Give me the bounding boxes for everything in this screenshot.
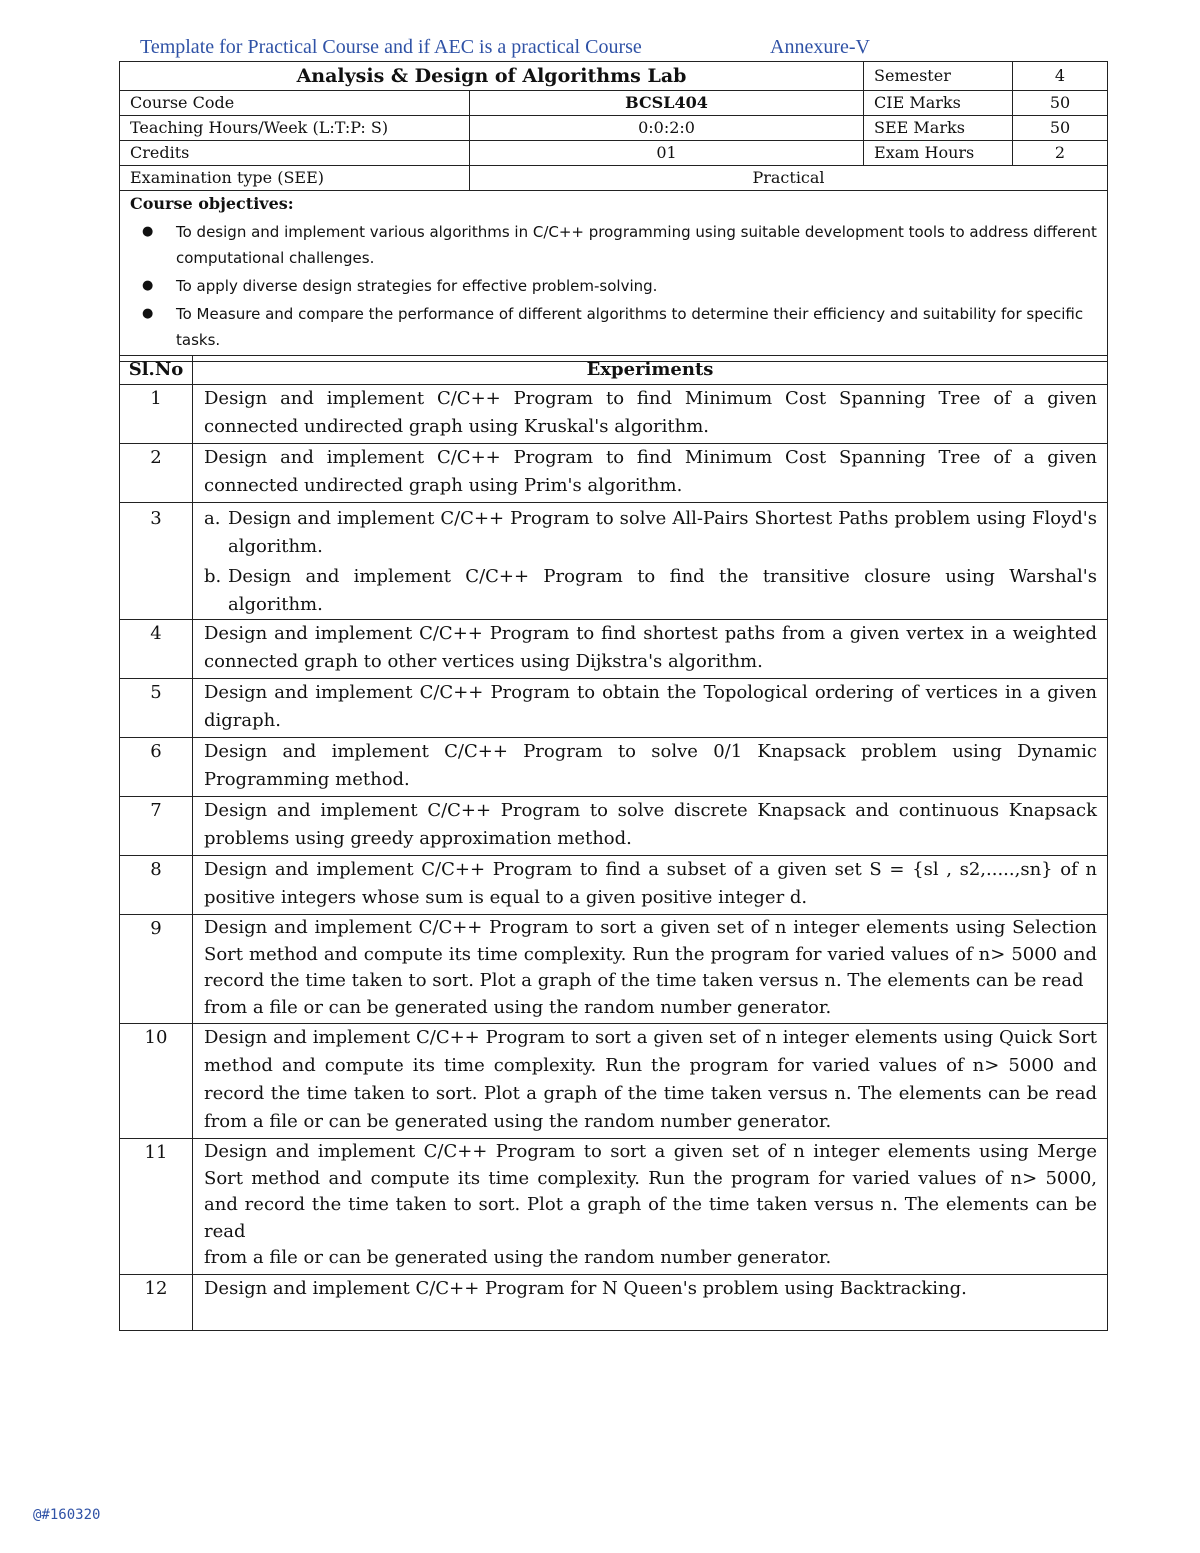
annexure-label: Annexure-V (770, 36, 870, 58)
cie-label: CIE Marks (864, 91, 1013, 116)
sub-item-text: Design and implement C/C++ Program to solve All-Pairs Shortest Paths problem using Floyd's algorithm. (228, 508, 1097, 557)
table-row (120, 856, 1108, 915)
experiment-text: Design and implement C/C++ Program to find shortest paths from a given vertex in a weighted connected graph to other vertices using Dijkstra's algorithm. (193, 620, 1108, 679)
table-row (120, 797, 1108, 856)
row-number: 12 (120, 1274, 193, 1330)
experiment-text (193, 503, 1108, 620)
table-row (120, 503, 1108, 620)
table-row (120, 915, 1108, 1024)
table-row (120, 1139, 1108, 1275)
objective-item: ● To design and implement various algorithms in C/C++ programming using suitable development tools to address different computational challenges. (130, 219, 1097, 271)
objective-item: ● To apply diverse design strategies for effective problem-solving. (130, 273, 1097, 299)
see-label: SEE Marks (864, 116, 1013, 141)
template-note: Template for Practical Course and if AEC is a practical Course (140, 36, 642, 58)
row-number: 1 (120, 385, 193, 444)
course-objectives (120, 191, 1108, 362)
code-value: BCSL404 (470, 91, 864, 116)
exam-type-row (120, 166, 1108, 191)
experiment-text (193, 915, 1108, 1024)
course-title: Analysis & Design of Algorithms Lab (120, 62, 864, 91)
experiment-text: Design and implement C/C++ Program to solve discrete Knapsack and continuous Knapsack problems using greedy approximation method. (193, 797, 1108, 856)
credits-label: Credits (120, 141, 470, 166)
exam-type-label: Examination type (SEE) (120, 166, 470, 191)
code-row (120, 91, 1108, 116)
experiment-text-part: from a file or can be generated using the random number generator. (204, 1247, 832, 1268)
row-number: 10 (120, 1024, 193, 1139)
sub-item-b (204, 563, 1097, 619)
row-number: 7 (120, 797, 193, 856)
row-number: 11 (120, 1139, 193, 1275)
experiment-text: Design and implement C/C++ Program to find Minimum Cost Spanning Tree of a given connected undirected graph using Prim's algorithm. (193, 444, 1108, 503)
semester-label: Semester (864, 62, 1013, 91)
experiment-text: Design and implement C/C++ Program to sort a given set of n integer elements using Quick Sort method and compute its time complexity. Run the program for varied values of n> 5000 and record the time taken to sort. Plot a graph of the time taken versus n. The elements can be read from a file or can be generated using the random number generator. (193, 1024, 1108, 1139)
row-number: 8 (120, 856, 193, 915)
objectives-row (120, 191, 1108, 362)
see-value: 50 (1013, 116, 1108, 141)
table-row (120, 1274, 1108, 1330)
experiment-text: Design and implement C/C++ Program to obtain the Topological ordering of vertices in a given digraph. (193, 679, 1108, 738)
row-number: 9 (120, 915, 193, 1024)
exam-type-value: Practical (470, 166, 1108, 191)
table-row (120, 385, 1108, 444)
experiment-text-part: Design and implement C/C++ Program to sort a given set of n integer elements using Merge Sort method and compute its time complexity. Run the program for varied values of n> 5000, and record the time taken to sort. Plot a graph of the time taken versus n. The elements can be read (204, 1141, 1097, 1242)
experiment-text-part: from a file or can be generated using the random number generator. (204, 996, 832, 1018)
table-row (120, 444, 1108, 503)
experiment-text: Design and implement C/C++ Program for N Queen's problem using Backtracking. (193, 1274, 1108, 1330)
table-row (120, 679, 1108, 738)
table-row (120, 738, 1108, 797)
hours-label: Teaching Hours/Week (L:T:P: S) (120, 116, 470, 141)
credits-value: 01 (470, 141, 864, 166)
experiments-table (119, 355, 1108, 1331)
experiment-text: Design and implement C/C++ Program to find Minimum Cost Spanning Tree of a given connected undirected graph using Kruskal's algorithm. (193, 385, 1108, 444)
title-row (120, 62, 1108, 91)
table-row (120, 1024, 1108, 1139)
table-row (120, 620, 1108, 679)
row-number: 2 (120, 444, 193, 503)
sub-item-text: Design and implement C/C++ Program to find the transitive closure using Warshal's algorithm. (228, 566, 1097, 615)
credits-row (120, 141, 1108, 166)
experiment-text: Design and implement C/C++ Program to find a subset of a given set S = {sl , s2,.....,sn} of n positive integers whose sum is equal to a given positive integer d. (193, 856, 1108, 915)
exam-hours-value: 2 (1013, 141, 1108, 166)
experiment-text-part: Design and implement C/C++ Program to sort a given set of n integer elements using Selection Sort method and compute its time complexity. Run the program for varied values of n> 5000 and record the time taken to sort. Plot a graph of the time taken versus n. The elements can be read (204, 917, 1097, 991)
experiments-header-row (120, 356, 1108, 385)
semester-value: 4 (1013, 62, 1108, 91)
row-number: 4 (120, 620, 193, 679)
sub-item-label: b. (204, 566, 222, 587)
sub-item-a (204, 505, 1097, 561)
hours-row (120, 116, 1108, 141)
cie-value: 50 (1013, 91, 1108, 116)
objectives-heading: Course objectives: (130, 194, 294, 213)
objectives-list (130, 219, 1097, 353)
experiment-text: Design and implement C/C++ Program to solve 0/1 Knapsack problem using Dynamic Programming method. (193, 738, 1108, 797)
code-label: Course Code (120, 91, 470, 116)
experiment-text (193, 1139, 1108, 1275)
col-experiments-header: Experiments (193, 356, 1108, 385)
document-id: @#160320 (33, 1507, 101, 1523)
row-number: 6 (120, 738, 193, 797)
objective-item: ● To Measure and compare the performance of different algorithms to determine their efficiency and suitability for specific tasks. (130, 301, 1097, 353)
page-header (140, 36, 1080, 62)
row-number: 5 (120, 679, 193, 738)
sub-item-label: a. (204, 508, 221, 529)
col-slno-header: Sl.No (120, 356, 193, 385)
course-info-table (119, 61, 1108, 362)
hours-value: 0:0:2:0 (470, 116, 864, 141)
exam-hours-label: Exam Hours (864, 141, 1013, 166)
row-number: 3 (120, 503, 193, 620)
